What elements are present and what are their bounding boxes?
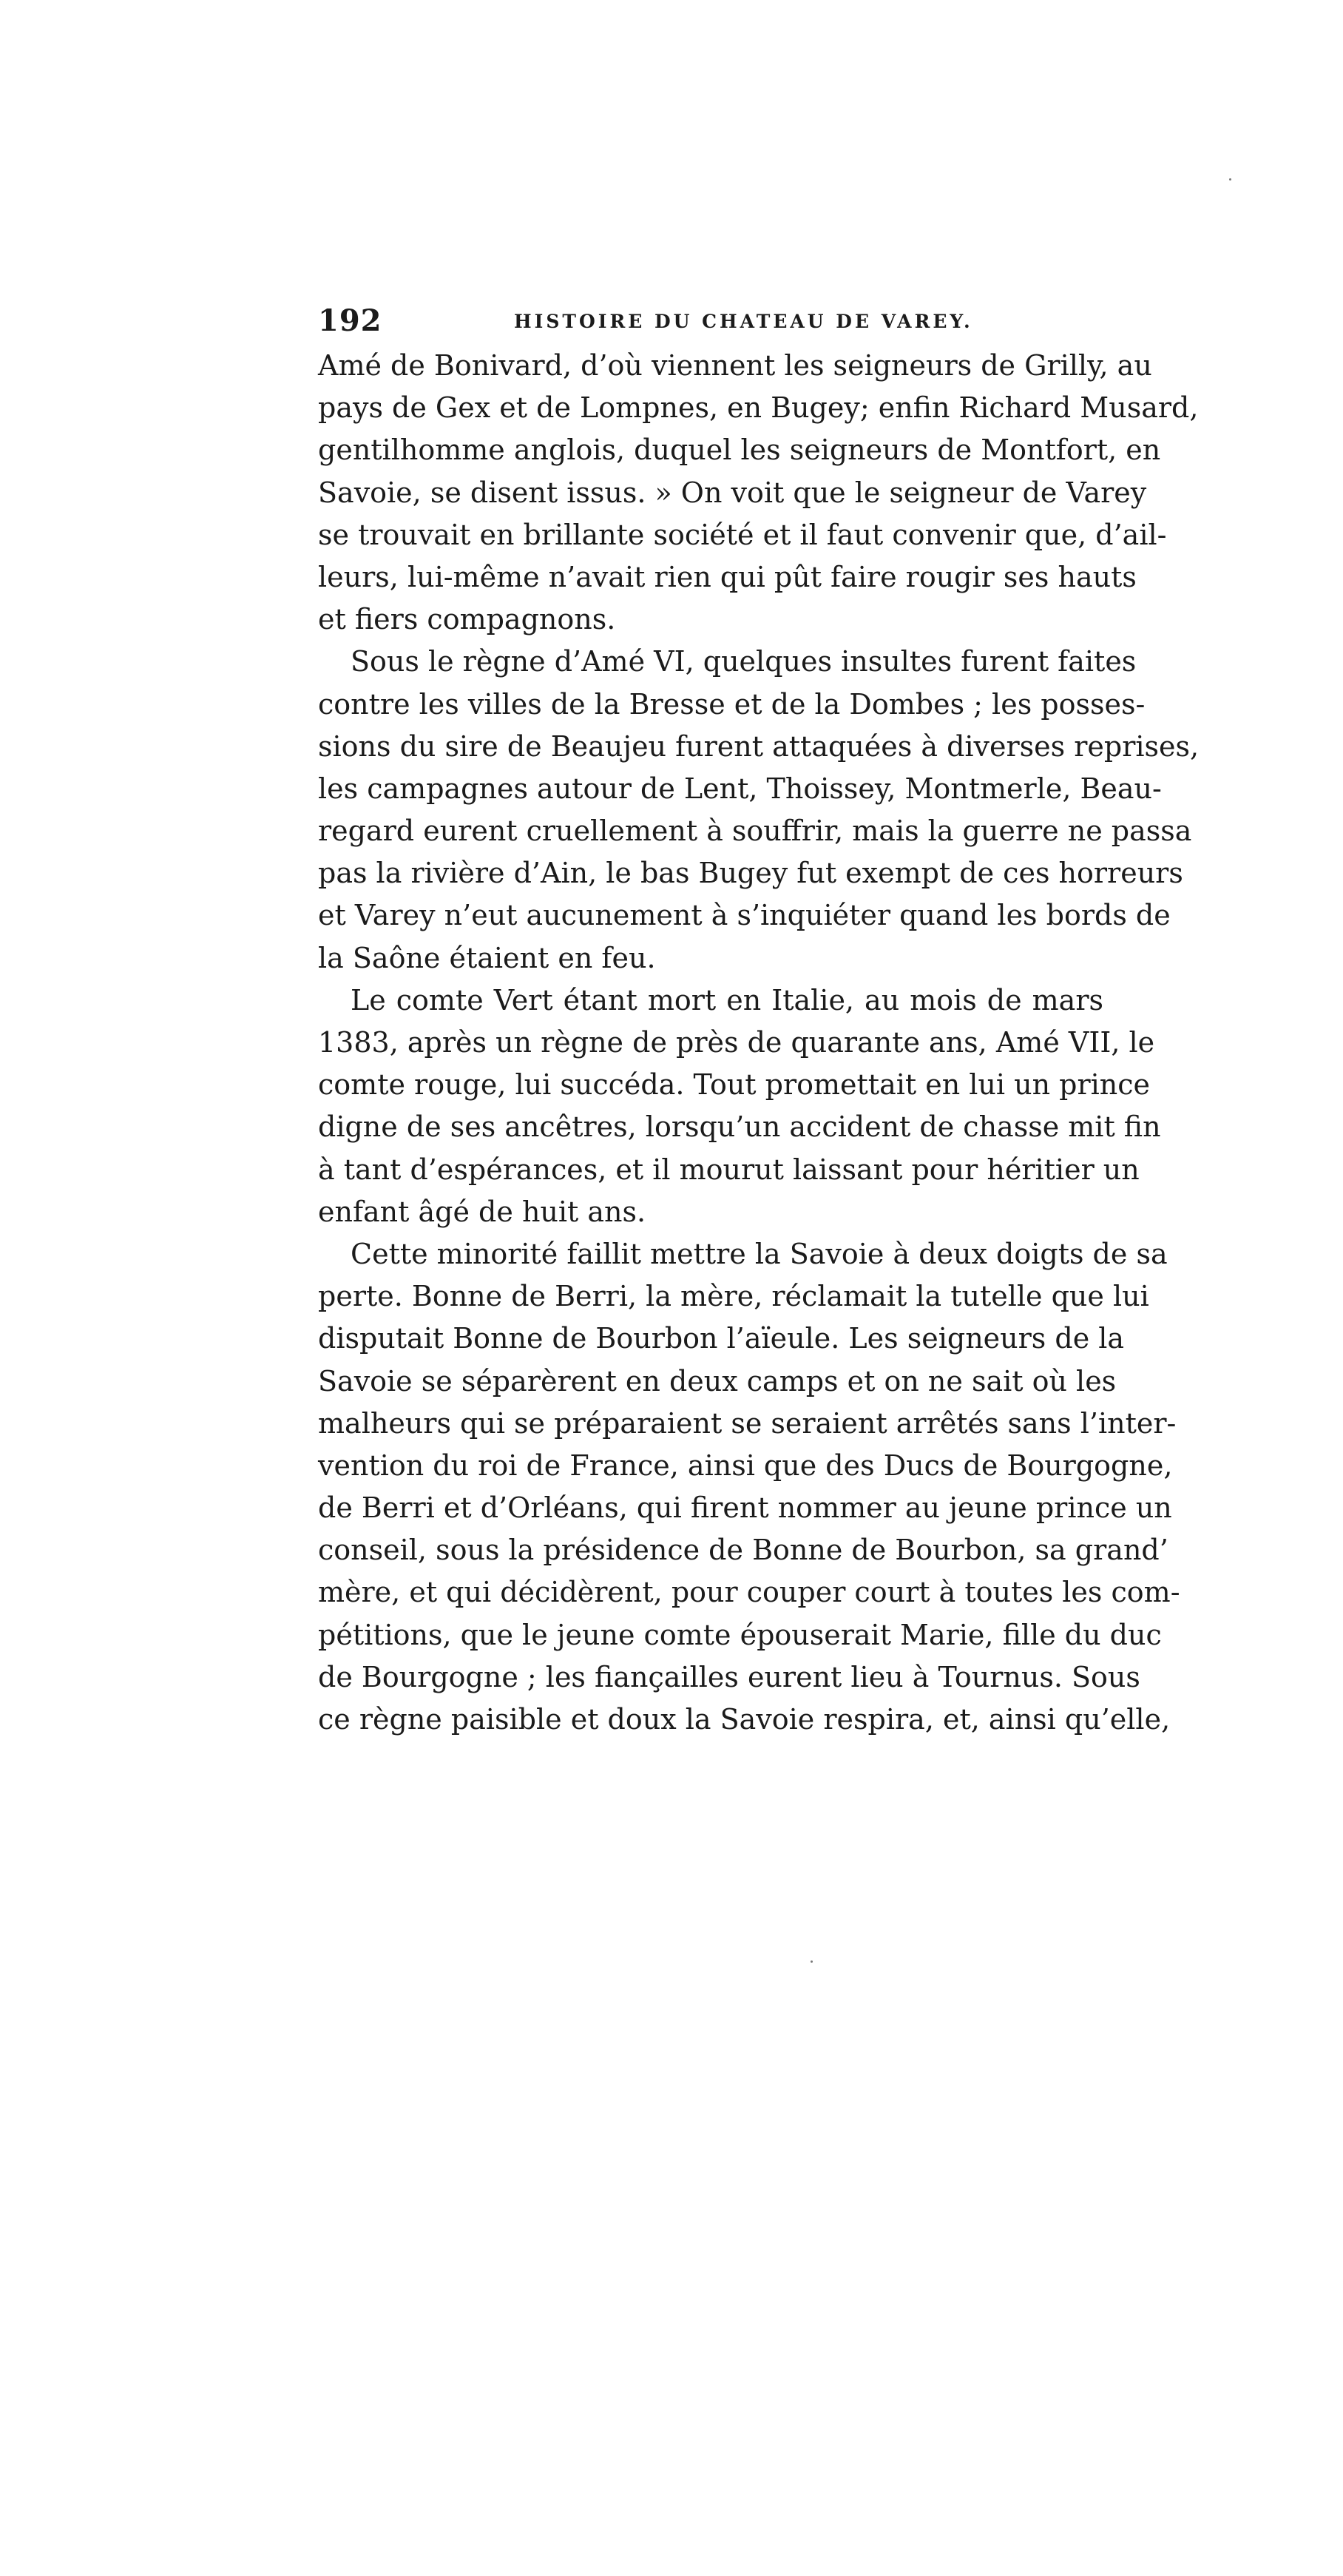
paragraph-3	[318, 980, 1161, 1233]
text-line: regard eurent cruellement à souffrir, mais la guerre ne passa	[318, 815, 1192, 848]
text-line: la Saône étaient en feu.	[318, 941, 656, 974]
text-line: pays de Gex et de Lompnes, en Bugey; enfin Richard Musard,	[318, 391, 1199, 425]
text-line: de Bourgogne ; les fiançailles eurent lieu à Tournus. Sous	[318, 1660, 1140, 1693]
text-line: ce règne paisible et doux la Savoie respira, et, ainsi qu’elle,	[318, 1703, 1171, 1736]
text-line: Sous le règne d’Amé VI, quelques insultes furent faites	[351, 645, 1137, 678]
text-line: malheurs qui se préparaient se seraient arrêtés sans l’inter-	[318, 1406, 1177, 1440]
text-line: 1383, après un règne de près de quarante ans, Amé VII, le	[318, 1026, 1155, 1059]
text-line: pétitions, que le jeune comte épouserait Marie, fille du duc	[318, 1618, 1162, 1651]
text-line: gentilhomme anglois, duquel les seigneurs de Montfort, en	[318, 434, 1161, 467]
text-line: Savoie se séparèrent en deux camps et on ne sait où les	[318, 1364, 1117, 1397]
paragraph-1	[318, 345, 1199, 641]
page-number: 192	[318, 303, 382, 338]
text-line: Amé de Bonivard, d’où viennent les seigneurs de Grilly, au	[318, 349, 1152, 382]
text-line: mère, et qui décidèrent, pour couper court à toutes les com-	[318, 1576, 1180, 1609]
text-line: disputait Bonne de Bourbon l’aïeule. Les seigneurs de la	[318, 1322, 1125, 1355]
scan-speck	[1229, 178, 1231, 181]
text-line: comte rouge, lui succéda. Tout promettait en lui un prince	[318, 1068, 1151, 1102]
body-text	[318, 345, 1200, 1741]
text-line: les campagnes autour de Lent, Thoissey, Montmerle, Beau-	[318, 772, 1162, 805]
text-line: se trouvait en brillante société et il faut convenir que, d’ail-	[318, 518, 1167, 551]
text-line: contre les villes de la Bresse et de la Dombes ; les posses-	[318, 687, 1146, 721]
text-line: enfant âgé de huit ans.	[318, 1195, 646, 1228]
scan-speck	[811, 1960, 813, 1963]
paragraph-4	[318, 1233, 1180, 1741]
text-line: perte. Bonne de Berri, la mère, réclamait la tutelle que lui	[318, 1280, 1149, 1313]
text-line: digne de ses ancêtres, lorsqu’un accident de chasse mit fin	[318, 1110, 1161, 1144]
text-line: sions du sire de Beaujeu furent attaquées à diverses reprises,	[318, 729, 1200, 763]
text-line: Cette minorité faillit mettre la Savoie à deux doigts de sa	[351, 1237, 1168, 1270]
text-line: Le comte Vert étant mort en Italie, au mois de mars	[351, 983, 1103, 1016]
text-line: conseil, sous la présidence de Bonne de Bourbon, sa grand’	[318, 1534, 1168, 1567]
text-line: et Varey n’eut aucunement à s’inquiéter quand les bords de	[318, 899, 1171, 932]
text-line: Savoie, se disent issus. » On voit que le seigneur de Varey	[318, 476, 1147, 509]
text-line: pas la rivière d’Ain, le bas Bugey fut exempt de ces horreurs	[318, 857, 1183, 890]
text-line: vention du roi de France, ainsi que des Ducs de Bourgogne,	[318, 1449, 1173, 1482]
running-head	[318, 297, 1103, 345]
text-line: leurs, lui-même n’avait rien qui pût faire rougir ses hauts	[318, 560, 1137, 593]
paragraph-2	[318, 641, 1200, 980]
text-line: à tant d’espérances, et il mourut laissant pour héritier un	[318, 1153, 1140, 1186]
text-line: de Berri et d’Orléans, qui firent nommer au jeune prince un	[318, 1491, 1172, 1525]
running-title: HISTOIRE DU CHATEAU DE VAREY.	[514, 311, 973, 332]
text-line: et fiers compagnons.	[318, 603, 616, 636]
